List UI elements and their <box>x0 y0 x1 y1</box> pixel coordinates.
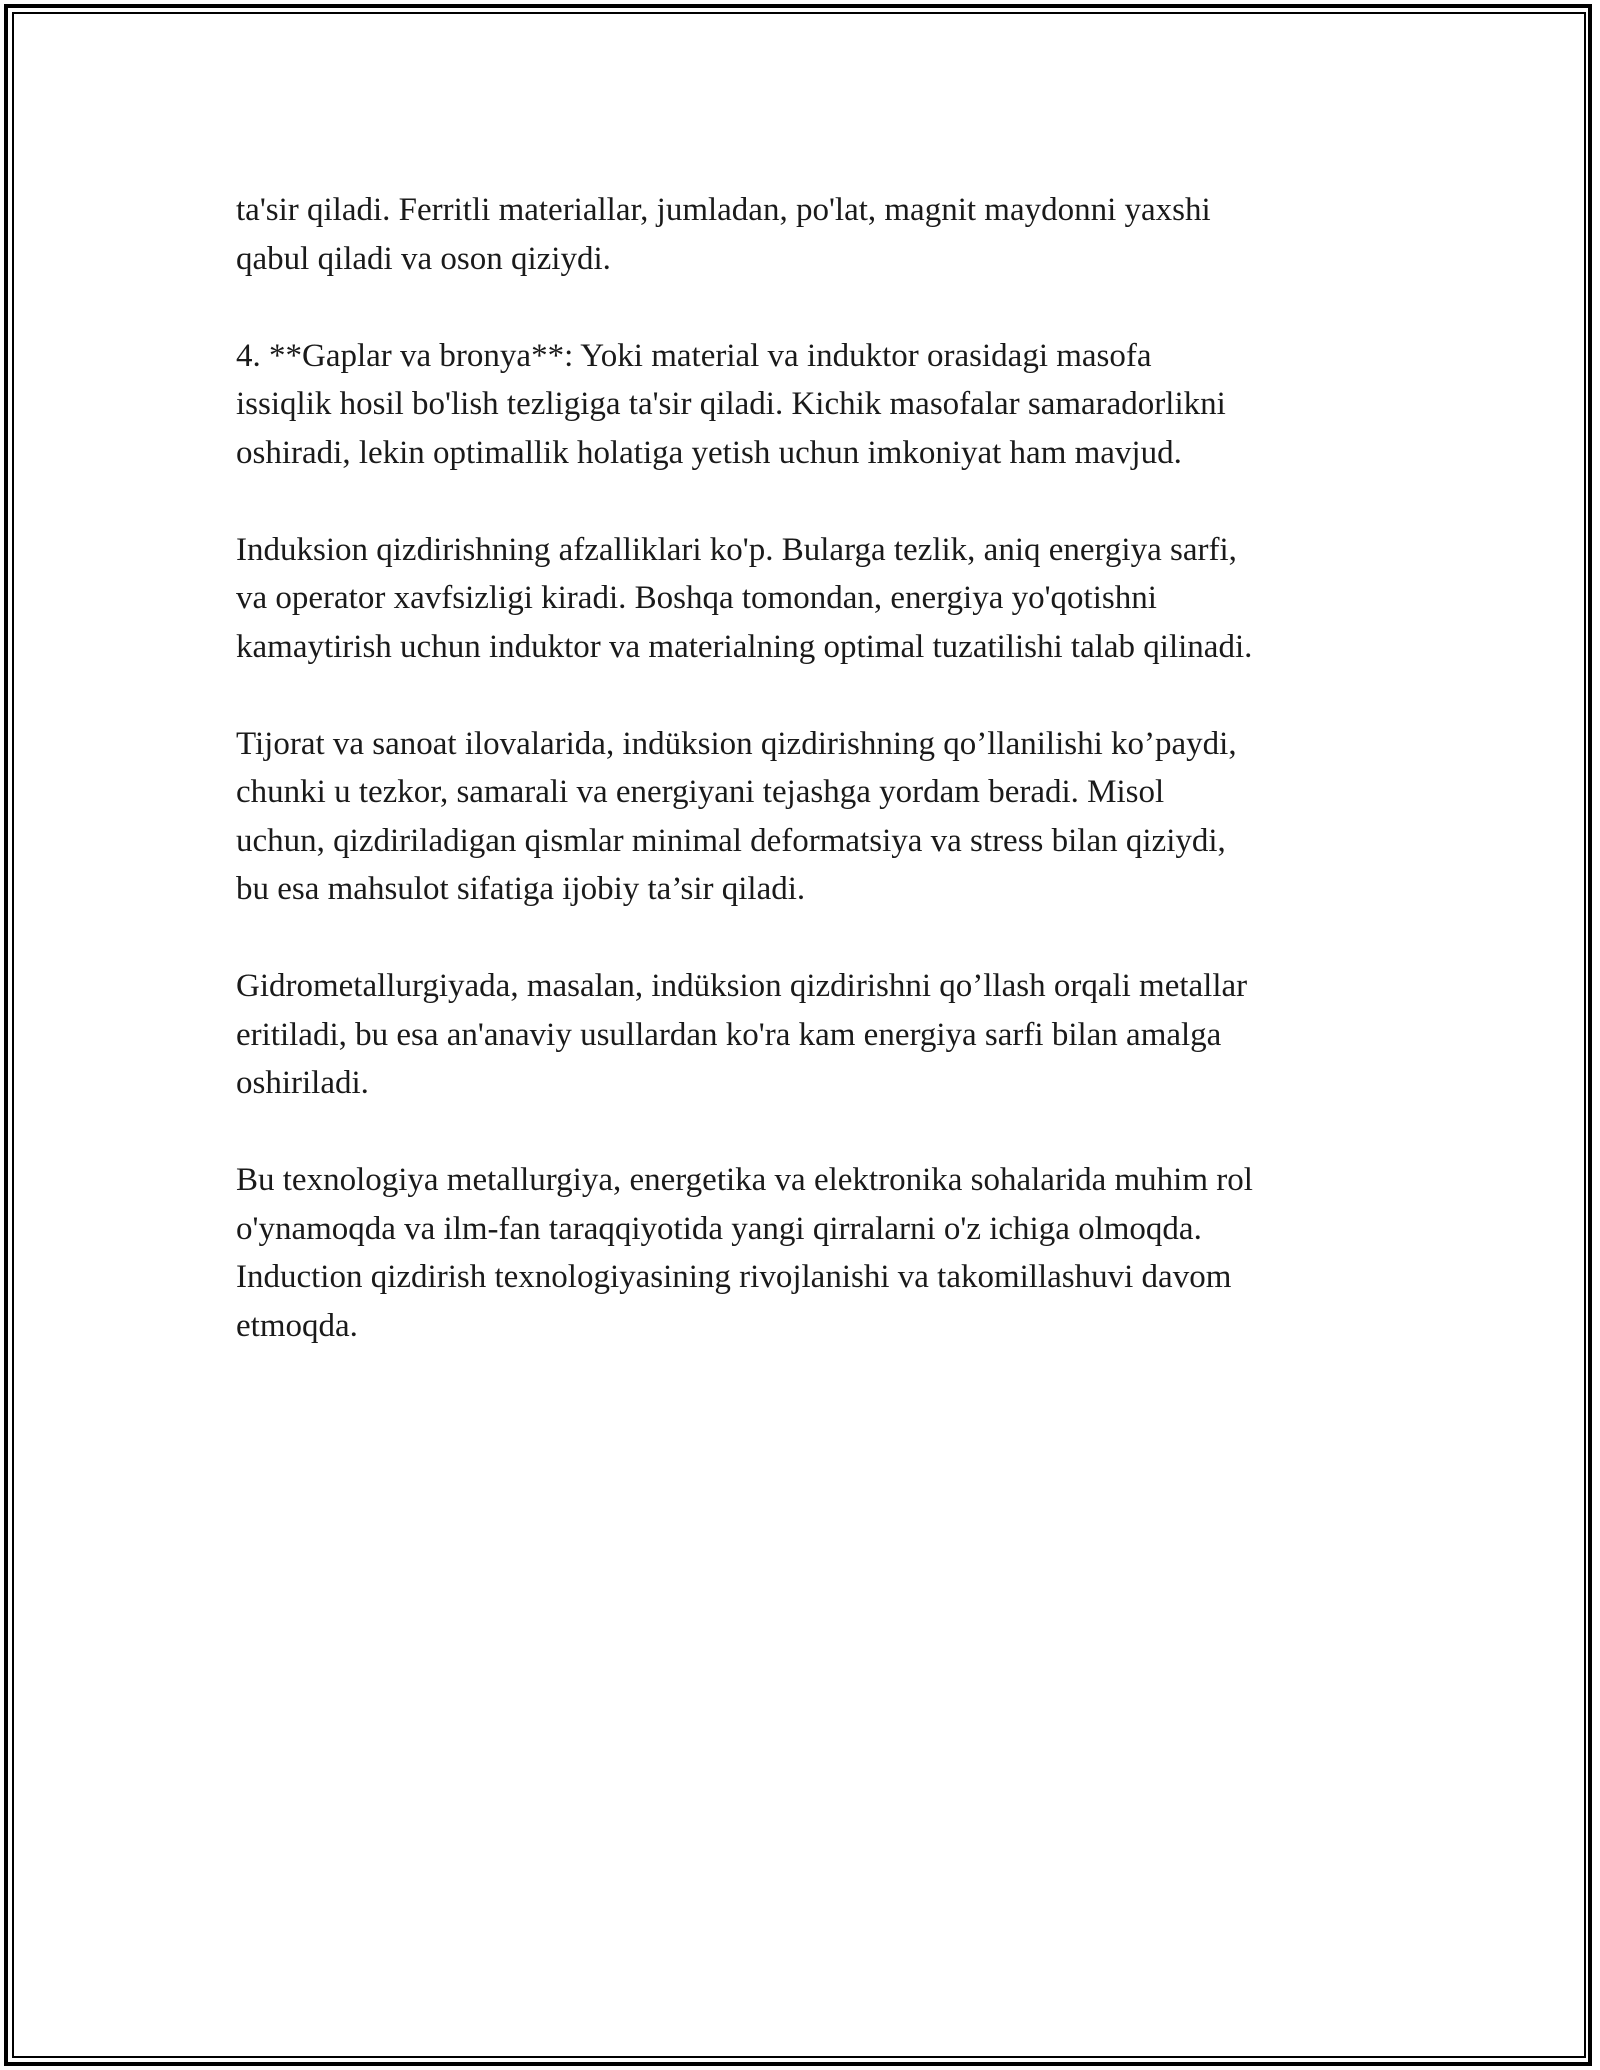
paragraph-conclusion: Bu texnologiya metallurgiya, energetika va elektronika sohalarida muhim rol o'ynamoqda va ilm-fan taraqqiyotida yangi qirralarni o'z ichiga olmoqda. Induction qizdirish texnologiyasining rivojlanishi va takomillashuvi davom etmoqda. <box>236 1162 1253 1344</box>
document-body <box>236 186 1386 1399</box>
paragraph-ferritic-materials: ta'sir qiladi. Ferritli materiallar, jumladan, po'lat, magnit maydonni yaxshi qabul qiladi va oson qiziydi. <box>236 192 1211 277</box>
paragraph-gaps-and-armor: 4. **Gaplar va bronya**: Yoki material va induktor orasidagi masofa issiqlik hosil bo'lish tezligiga ta'sir qiladi. Kichik masofalar samaradorlikni oshiradi, lekin optimallik holatiga yetish uchun imkoniyat ham mavjud. <box>236 337 1226 471</box>
paragraph-advantages: Induksion qizdirishning afzalliklari ko'p. Bularga tezlik, aniq energiya sarfi, va operator xavfsizligi kiradi. Boshqa tomondan, energiya yo'qotishni kamaytirish uchun induktor va materialning optimal tuzatilishi talab qilinadi. <box>236 531 1253 665</box>
paragraph-hydrometallurgy: Gidrometallurgiyada, masalan, indüksion qizdirishni qo’llash orqali metallar eritiladi, bu esa an'anaviy usullardan ko'ra kam energiya sarfi bilan amalga oshiriladi. <box>236 968 1248 1101</box>
paragraph-commercial-applications: Tijorat va sanoat ilovalarida, indüksion qizdirishning qo’llanilishi ko’paydi, chunki u tezkor, samarali va energiyani tejashga yordam beradi. Misol uchun, qizdiriladigan qismlar minimal deformatsiya va stress bilan qiziydi, bu esa mahsulot sifatiga ijobiy ta’sir qiladi. <box>236 725 1237 907</box>
